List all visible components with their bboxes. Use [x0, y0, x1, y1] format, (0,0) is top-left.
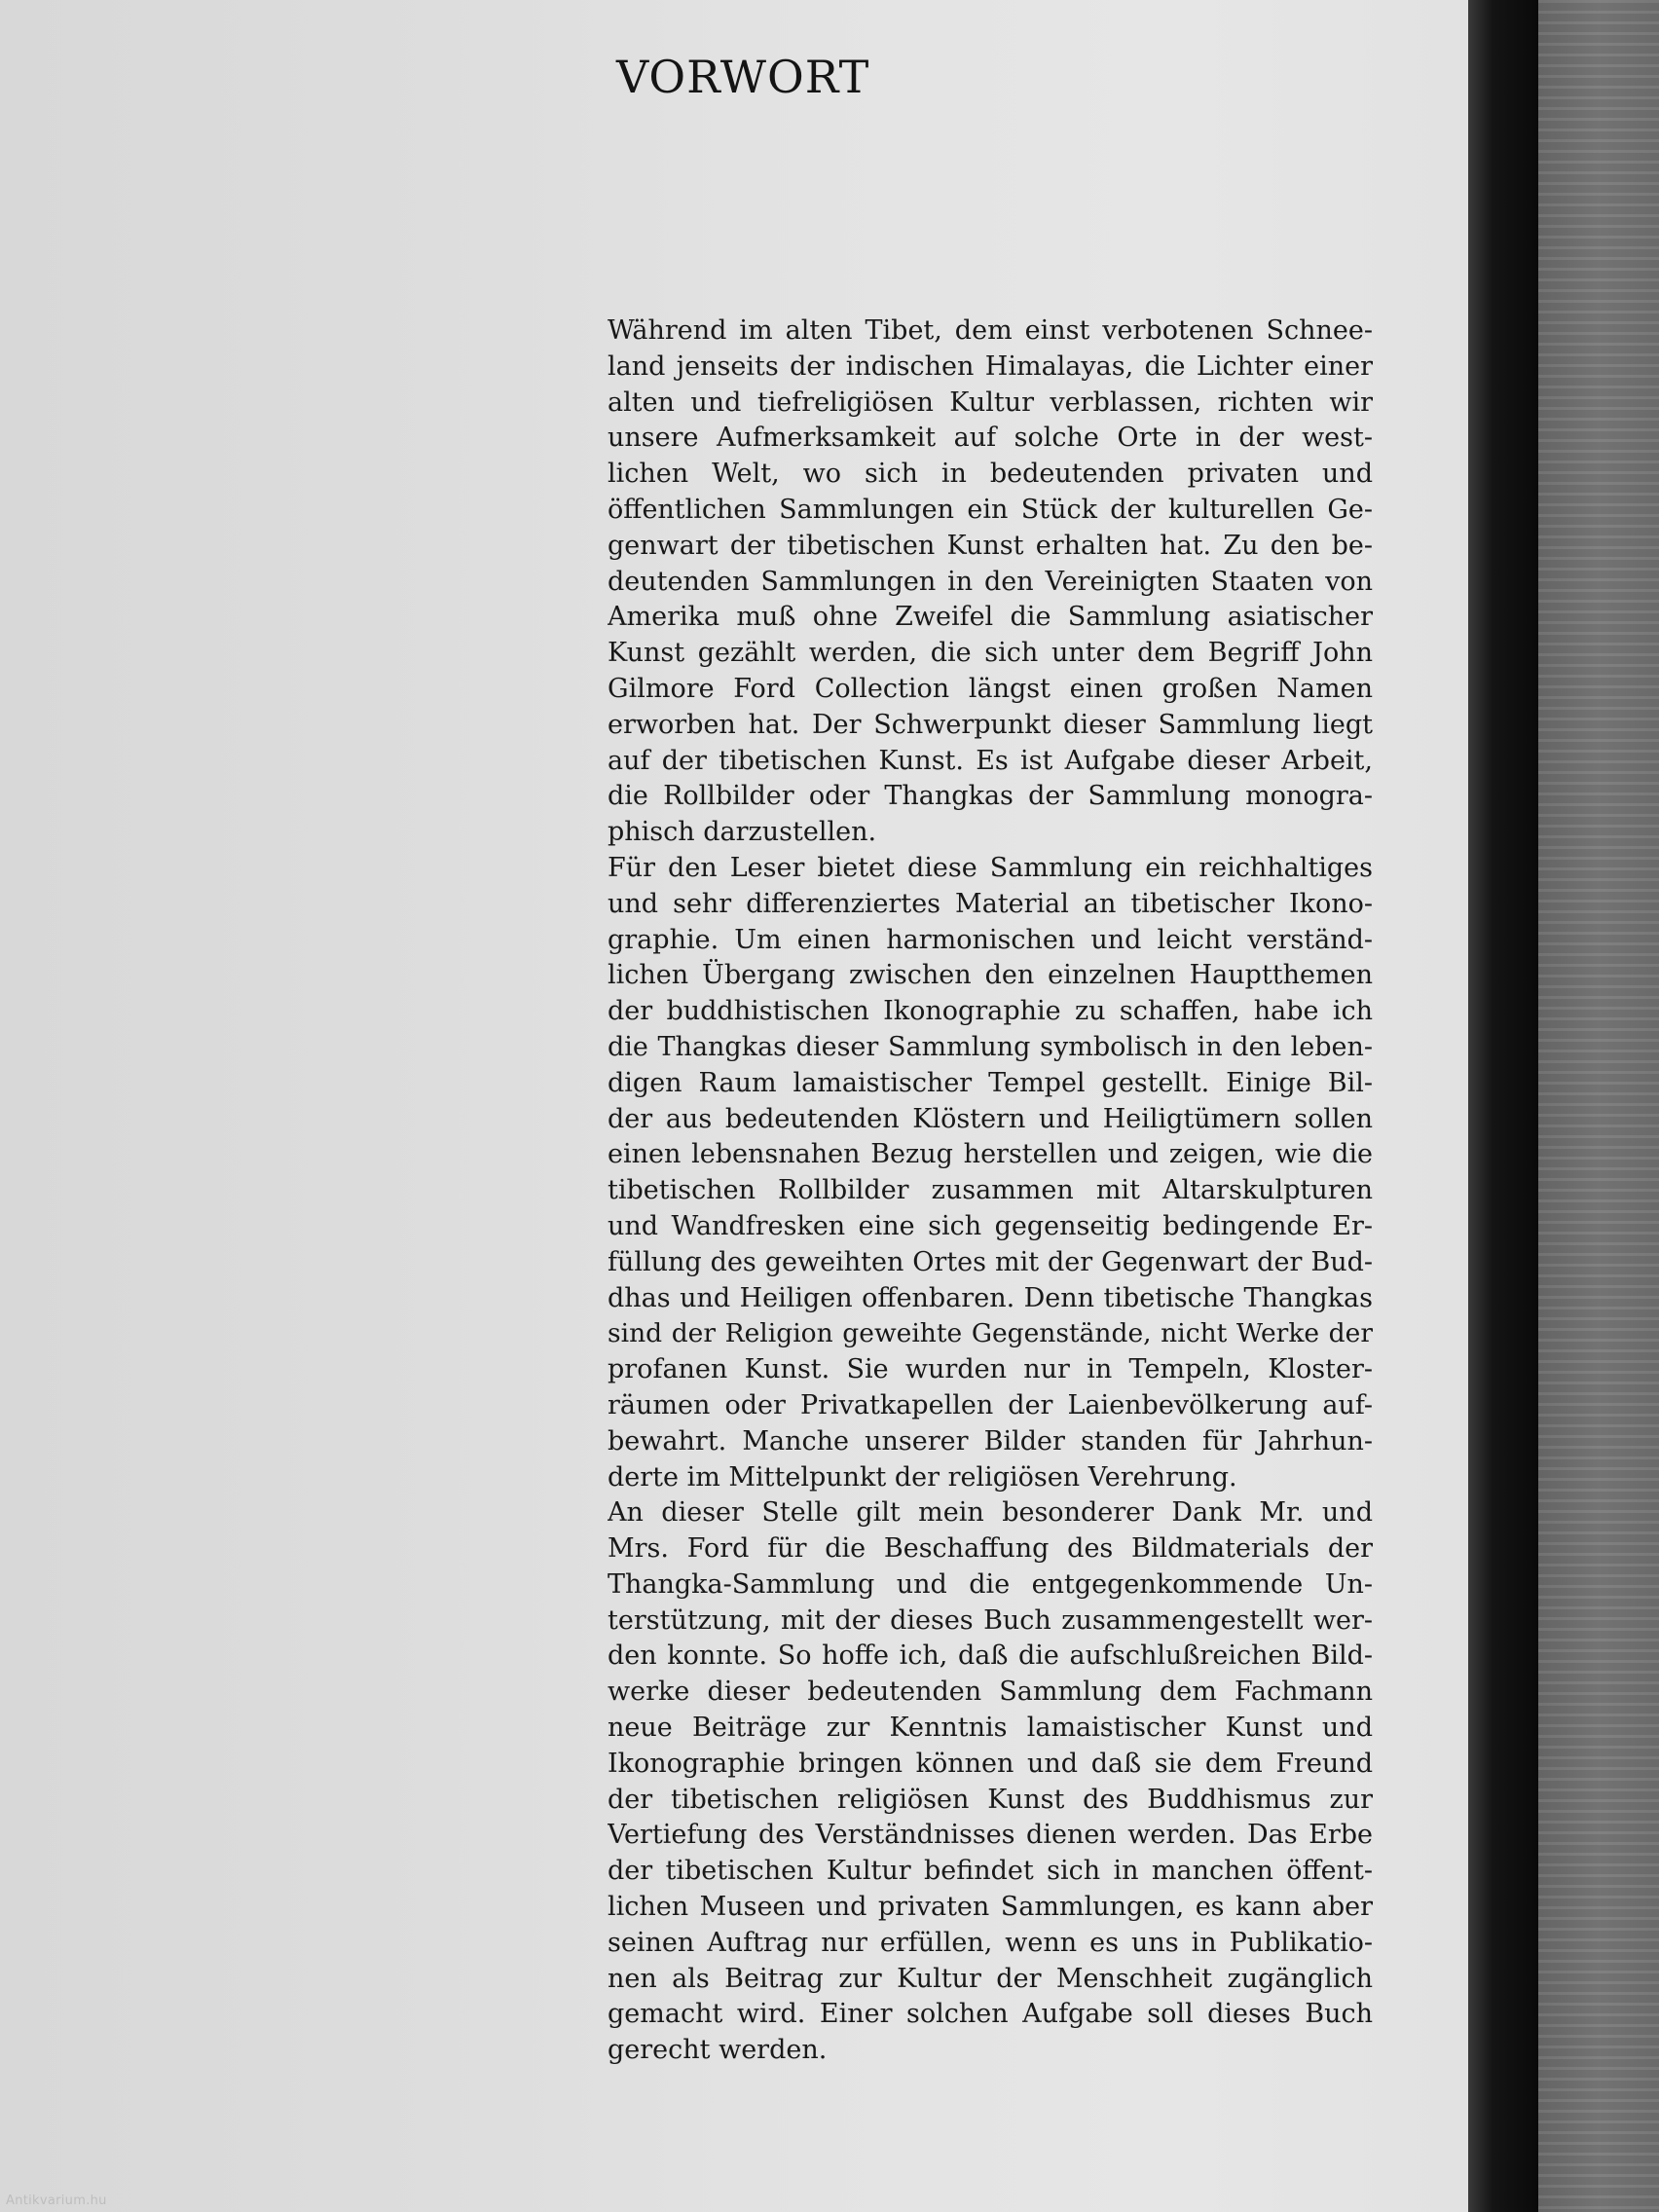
text-line: nen als Beitrag zur Kultur der Menschheit zugänglich — [608, 1963, 1373, 1994]
text-line: lichen Museen und privaten Sammlungen, es kann aber — [608, 1892, 1373, 1923]
text-line: und sehr differenziertes Material an tibetischer Ikono- — [608, 888, 1373, 919]
text-line: und Wandfresken eine sich gegenseitig bedingende Er- — [608, 1210, 1373, 1241]
text-line: die Rollbilder oder Thangkas der Sammlung monogra- — [608, 781, 1373, 812]
text-line: bewahrt. Manche unserer Bilder standen für Jahrhun- — [608, 1425, 1373, 1456]
book-binding — [1468, 0, 1538, 2212]
text-line: Gilmore Ford Collection längst einen großen Namen — [608, 673, 1373, 704]
text-line: sind der Religion geweihte Gegenstände, nicht Werke der — [608, 1318, 1373, 1349]
table-surface — [1538, 0, 1659, 2212]
text-line: Vertiefung des Verständnisses dienen werden. Das Erbe — [608, 1820, 1373, 1851]
text-line: tibetischen Rollbilder zusammen mit Altarskulpturen — [608, 1175, 1373, 1206]
text-line: Kunst gezählt werden, die sich unter dem Begriff John — [608, 638, 1373, 669]
text-line: gemacht wird. Einer solchen Aufgabe soll dieses Buch — [608, 1999, 1373, 2030]
text-line: deutenden Sammlungen in den Vereinigten Staaten von — [608, 566, 1373, 597]
preface-text — [608, 313, 1373, 2069]
text-line: alten und tiefreligiösen Kultur verblassen, richten wir — [608, 387, 1373, 418]
text-line: terstützung, mit der dieses Buch zusammengestellt wer- — [608, 1604, 1373, 1636]
text-line: räumen oder Privatkapellen der Laienbevölkerung auf- — [608, 1389, 1373, 1420]
text-line: Für den Leser bietet diese Sammlung ein reichhaltiges — [608, 852, 1373, 883]
text-line: graphie. Um einen harmonischen und leicht verständ- — [608, 924, 1373, 955]
text-line: profanen Kunst. Sie wurden nur in Tempeln, Kloster- — [608, 1354, 1373, 1385]
text-line: lichen Welt, wo sich in bedeutenden privaten und — [608, 459, 1373, 490]
text-line: unsere Aufmerksamkeit auf solche Orte in der west- — [608, 423, 1373, 454]
text-line: der buddhistischen Ikonographie zu schaffen, habe ich — [608, 996, 1373, 1027]
watermark: Antikvarium.hu — [6, 2194, 107, 2208]
text-line: land jenseits der indischen Himalayas, die Lichter einer — [608, 350, 1373, 382]
text-line: öffentlichen Sammlungen ein Stück der kulturellen Ge- — [608, 494, 1373, 525]
text-line: erworben hat. Der Schwerpunkt dieser Sammlung liegt — [608, 709, 1373, 740]
text-line: derte im Mittelpunkt der religiösen Verehrung. — [608, 1461, 1237, 1493]
text-line: Amerika muß ohne Zweifel die Sammlung asiatischer — [608, 602, 1373, 633]
text-line: werke dieser bedeutenden Sammlung dem Fachmann — [608, 1677, 1373, 1708]
text-line: die Thangkas dieser Sammlung symbolisch in den leben- — [608, 1031, 1373, 1062]
text-line: lichen Übergang zwischen den einzelnen Hauptthemen — [608, 960, 1373, 991]
text-line: gerecht werden. — [608, 2035, 828, 2066]
text-line: seinen Auftrag nur erfüllen, wenn es uns in Publikatio- — [608, 1927, 1373, 1958]
text-line: Mrs. Ford für die Beschaffung des Bildmaterials der — [608, 1533, 1373, 1565]
text-line: Ikonographie bringen können und daß sie dem Freund — [608, 1748, 1373, 1779]
text-line: neue Beiträge zur Kenntnis lamaistischer Kunst und — [608, 1713, 1373, 1744]
text-line: Während im alten Tibet, dem einst verbotenen Schnee- — [608, 315, 1373, 346]
text-line: der tibetischen religiösen Kunst des Buddhismus zur — [608, 1784, 1373, 1815]
text-line: füllung des geweihten Ortes mit der Gegenwart der Bud- — [608, 1246, 1373, 1277]
text-line: An dieser Stelle gilt mein besonderer Dank Mr. und — [608, 1497, 1373, 1529]
text-line: Thangka-Sammlung und die entgegenkommende Un- — [608, 1568, 1373, 1600]
text-line: genwart der tibetischen Kunst erhalten hat. Zu den be- — [608, 530, 1373, 561]
text-line: phisch darzustellen. — [608, 817, 877, 848]
text-line: dhas und Heiligen offenbaren. Denn tibetische Thangkas — [608, 1282, 1373, 1313]
text-line: der aus bedeutenden Klöstern und Heiligtümern sollen — [608, 1103, 1373, 1134]
text-line: digen Raum lamaistischer Tempel gestellt. Einige Bil- — [608, 1067, 1373, 1098]
text-line: den konnte. So hoffe ich, daß die aufschlußreichen Bild- — [608, 1641, 1373, 1672]
text-line: der tibetischen Kultur befindet sich in manchen öffent- — [608, 1856, 1373, 1887]
text-line: einen lebensnahen Bezug herstellen und zeigen, wie die — [608, 1139, 1373, 1170]
page-heading: VORWORT — [616, 51, 870, 103]
text-line: auf der tibetischen Kunst. Es ist Aufgabe dieser Arbeit, — [608, 745, 1373, 776]
